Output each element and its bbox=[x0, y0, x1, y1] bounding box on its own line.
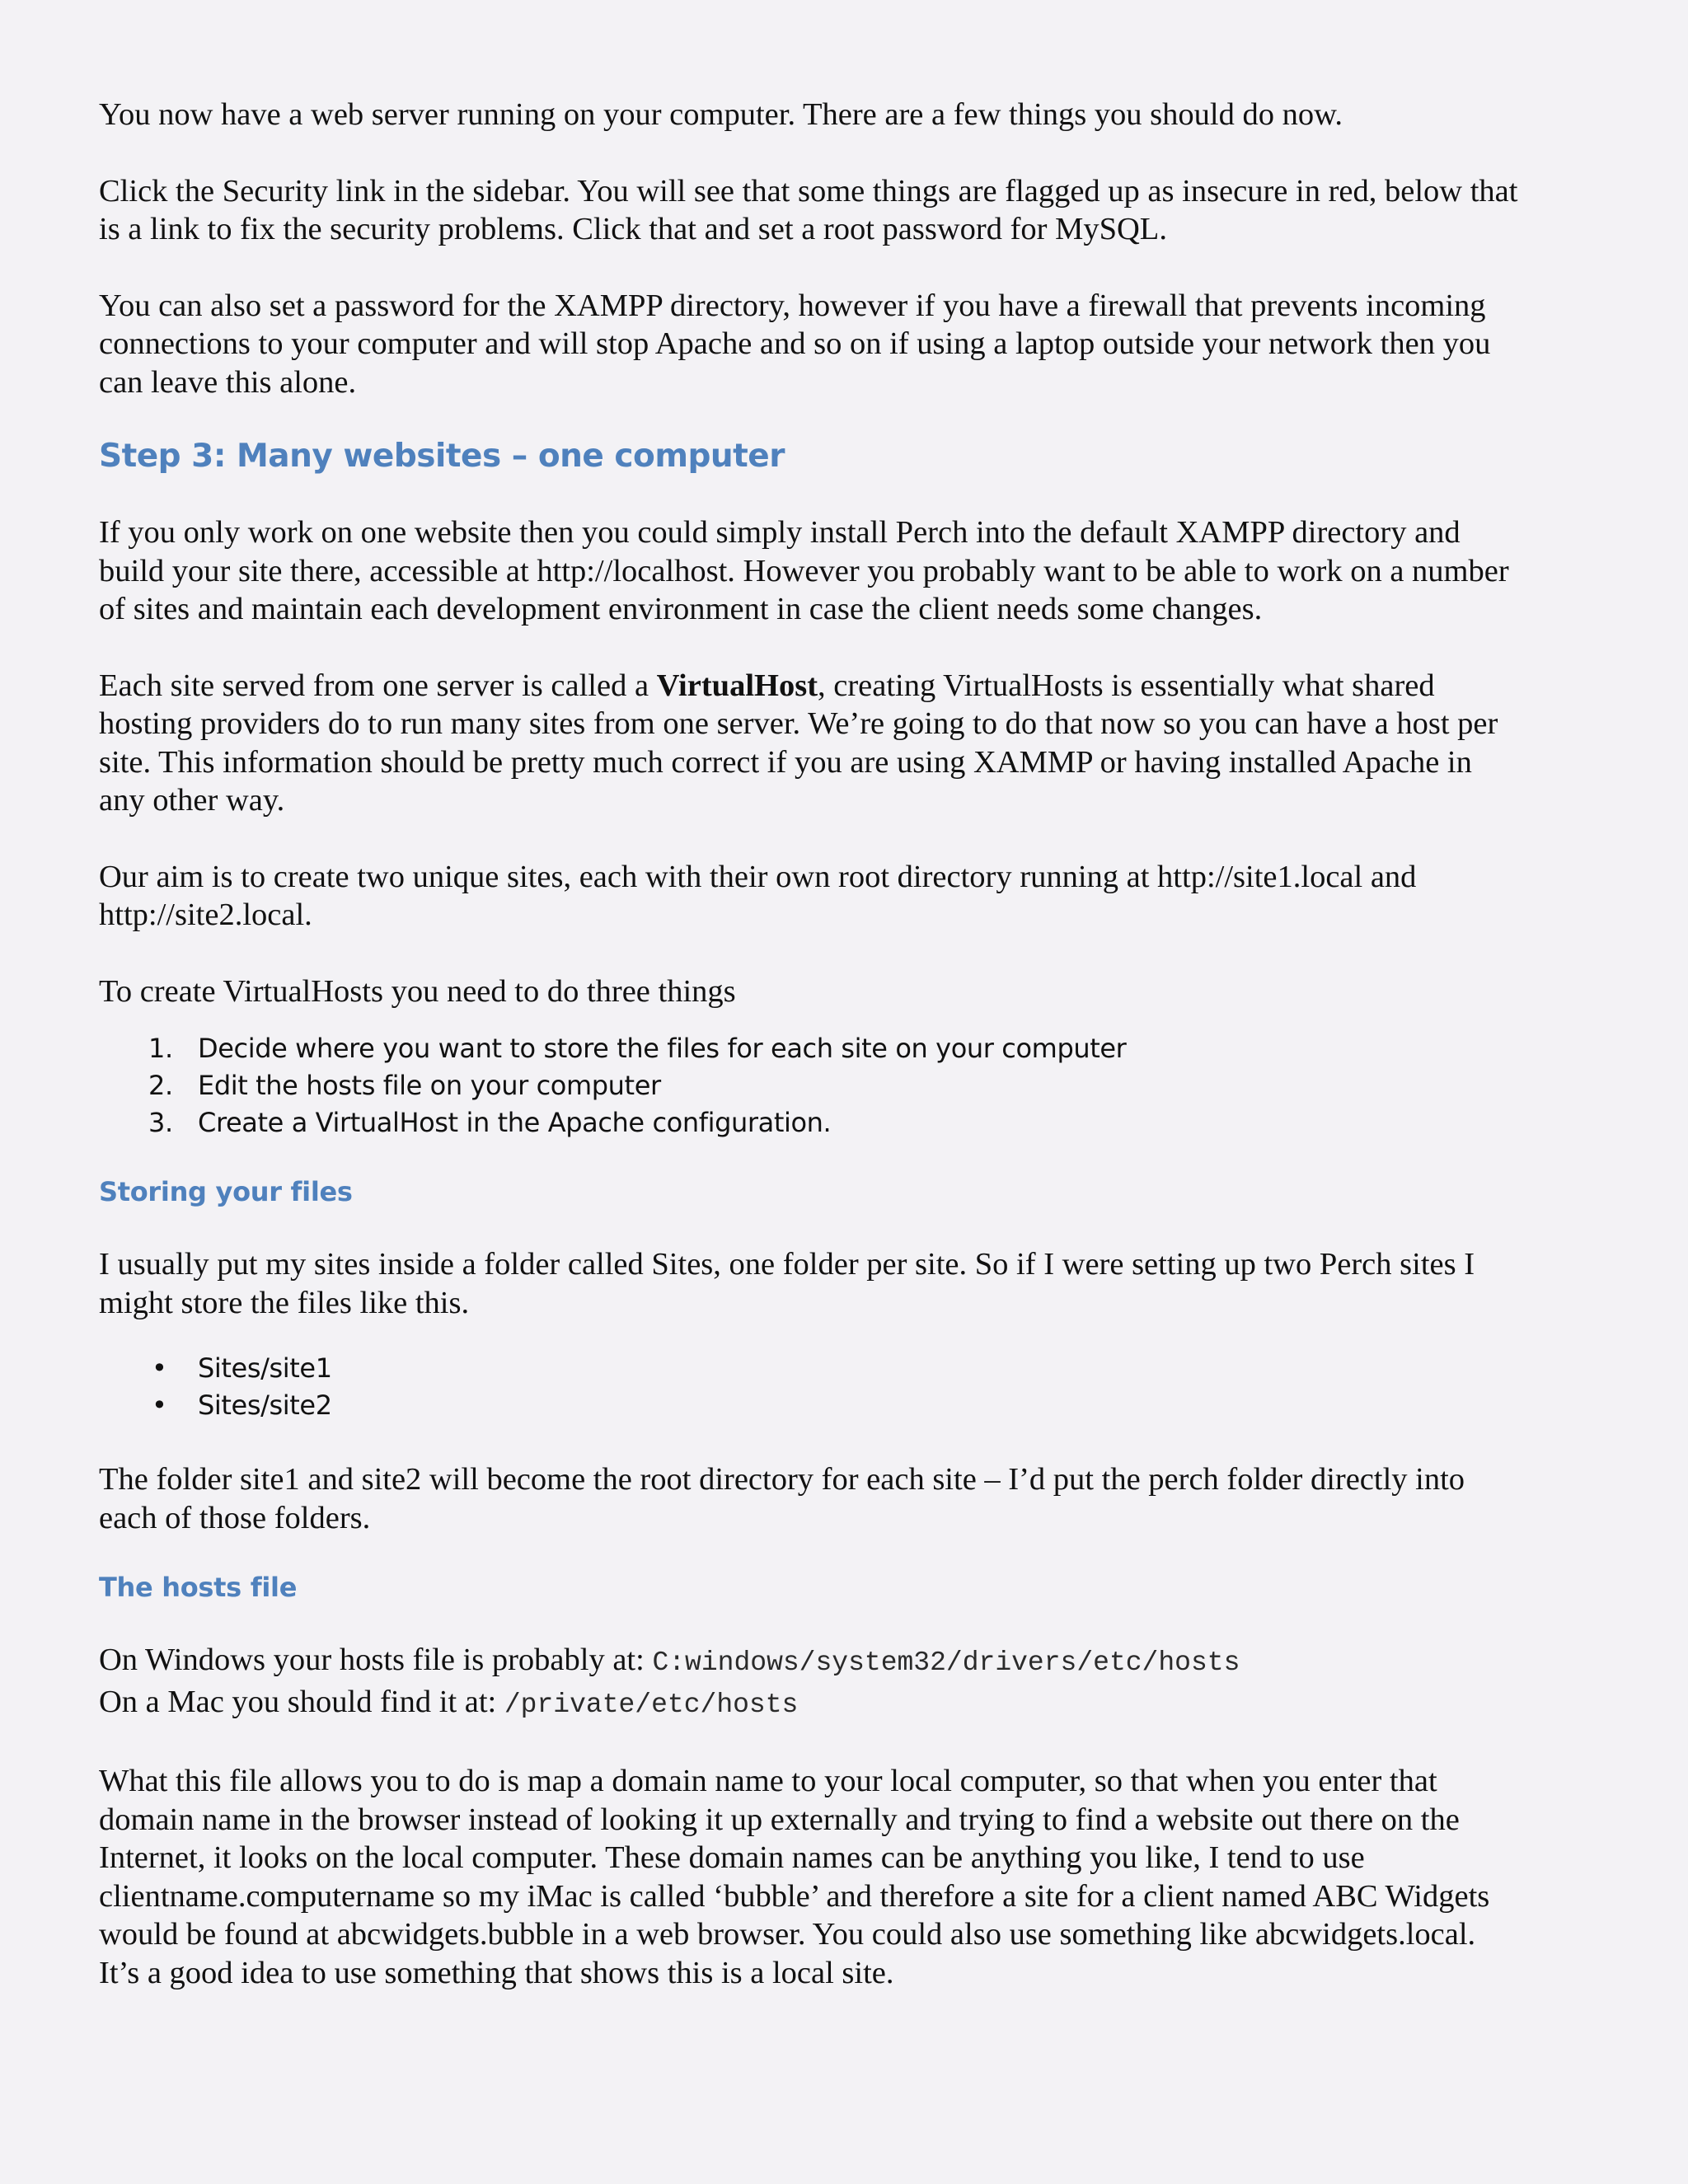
list-item-text: Decide where you want to store the files for each site on your computer bbox=[198, 1033, 1127, 1064]
document-page bbox=[99, 96, 1607, 1992]
text-line: If you only work on one website then you could simply install Perch into the default XAMPP directory and bbox=[99, 515, 1461, 550]
windows-hosts-path: C:windows/system32/drivers/etc/hosts bbox=[652, 1647, 1240, 1678]
text-line: clientname.computername so my iMac is called ‘bubble’ and therefore a site for a client named ABC Widgets bbox=[99, 1878, 1490, 1914]
text-line: site. This information should be pretty much correct if you are using XAMMP or having installed Apache in bbox=[99, 744, 1472, 780]
text-segment: , creating VirtualHosts is essentially what shared bbox=[818, 668, 1435, 703]
paragraph-aim bbox=[99, 858, 1607, 935]
heading-storing-files: Storing your files bbox=[99, 1176, 353, 1207]
paragraph-intro bbox=[99, 96, 1607, 134]
list-item bbox=[99, 1030, 1607, 1067]
paragraph-root-directory bbox=[99, 1460, 1607, 1537]
heading-hosts-file: The hosts file bbox=[99, 1572, 298, 1603]
text-line: You now have a web server running on your computer. There are a few things you should do now. bbox=[99, 97, 1343, 132]
list-marker: 3. bbox=[148, 1107, 173, 1138]
text-segment: Each site served from one server is called a bbox=[99, 668, 657, 703]
list-item bbox=[99, 1067, 1607, 1104]
text-segment: On Windows your hosts file is probably at: bbox=[99, 1643, 653, 1677]
list-marker: 2. bbox=[148, 1070, 173, 1101]
text-line: is a link to fix the security problems. Click that and set a root password for MySQL. bbox=[99, 212, 1167, 246]
paragraph-security bbox=[99, 172, 1607, 249]
list-item bbox=[99, 1350, 1607, 1387]
text-line: What this file allows you to do is map a domain name to your local computer, so that when you enter that bbox=[99, 1764, 1437, 1798]
mac-hosts-path: /private/etc/hosts bbox=[504, 1689, 799, 1720]
text-line: connections to your computer and will stop Apache and so on if using a laptop outside your network then you bbox=[99, 326, 1491, 361]
text-line: would be found at abcwidgets.bubble in a web browser. You could also use something like abcwidgets.local. bbox=[99, 1917, 1476, 1952]
text-line: any other way. bbox=[99, 783, 285, 818]
paragraph-virtualhost bbox=[99, 667, 1607, 820]
text-line: domain name in the browser instead of looking it up externally and trying to find a website out there on the bbox=[99, 1802, 1460, 1837]
text-segment: On a Mac you should find it at: bbox=[99, 1684, 504, 1719]
text-line: hosting providers do to run many sites from one server. We’re going to do that now so you can have a host per bbox=[99, 706, 1498, 741]
list-item bbox=[99, 1104, 1607, 1141]
text-line: Internet, it looks on the local computer. These domain names can be anything you like, I tend to use bbox=[99, 1840, 1365, 1875]
paragraph-one-website bbox=[99, 513, 1607, 629]
text-line: Our aim is to create two unique sites, each with their own root directory running at http://site1.local and bbox=[99, 859, 1417, 894]
text-line: To create VirtualHosts you need to do three things bbox=[99, 973, 736, 1009]
list-item-text: Sites/site2 bbox=[198, 1390, 332, 1421]
list-item-text: Sites/site1 bbox=[198, 1352, 332, 1384]
folders-list bbox=[99, 1350, 1607, 1424]
text-line: can leave this alone. bbox=[99, 364, 357, 400]
text-line: The folder site1 and site2 will become the root directory for each site – I’d put the perch folder directly into bbox=[99, 1462, 1465, 1497]
bullet-marker: • bbox=[152, 1390, 167, 1421]
steps-list bbox=[99, 1030, 1607, 1141]
text-line: Click the Security link in the sidebar. You will see that some things are flagged up as insecure in red, below that bbox=[99, 173, 1518, 209]
list-item bbox=[99, 1387, 1607, 1424]
list-marker: 1. bbox=[148, 1033, 173, 1064]
paragraph-xampp-password bbox=[99, 287, 1607, 402]
text-line: It’s a good idea to use something that shows this is a local site. bbox=[99, 1955, 894, 1990]
text-line: http://site2.local. bbox=[99, 898, 312, 932]
paragraph-three-things bbox=[99, 972, 1607, 1011]
text-line: I usually put my sites inside a folder called Sites, one folder per site. So if I were setting up two Perch sites I bbox=[99, 1247, 1475, 1282]
text-line: might store the files like this. bbox=[99, 1285, 470, 1320]
paragraph-hosts-explanation bbox=[99, 1762, 1607, 1992]
text-line: of sites and maintain each development environment in case the client needs some changes. bbox=[99, 592, 1263, 626]
virtualhost-term: VirtualHost bbox=[656, 668, 818, 703]
list-item-text: Create a VirtualHost in the Apache configuration. bbox=[198, 1107, 832, 1138]
paragraph-sites-folder bbox=[99, 1245, 1607, 1322]
text-line: each of those folders. bbox=[99, 1500, 371, 1535]
paragraph-hosts-location bbox=[99, 1641, 1607, 1724]
bullet-marker: • bbox=[152, 1352, 167, 1384]
text-line: build your site there, accessible at http://localhost. However you probably want to be able to work on a number bbox=[99, 553, 1509, 588]
heading-step3: Step 3: Many websites – one computer bbox=[99, 438, 785, 475]
list-item-text: Edit the hosts file on your computer bbox=[198, 1070, 661, 1101]
text-line: You can also set a password for the XAMPP directory, however if you have a firewall that prevents incoming bbox=[99, 288, 1486, 323]
